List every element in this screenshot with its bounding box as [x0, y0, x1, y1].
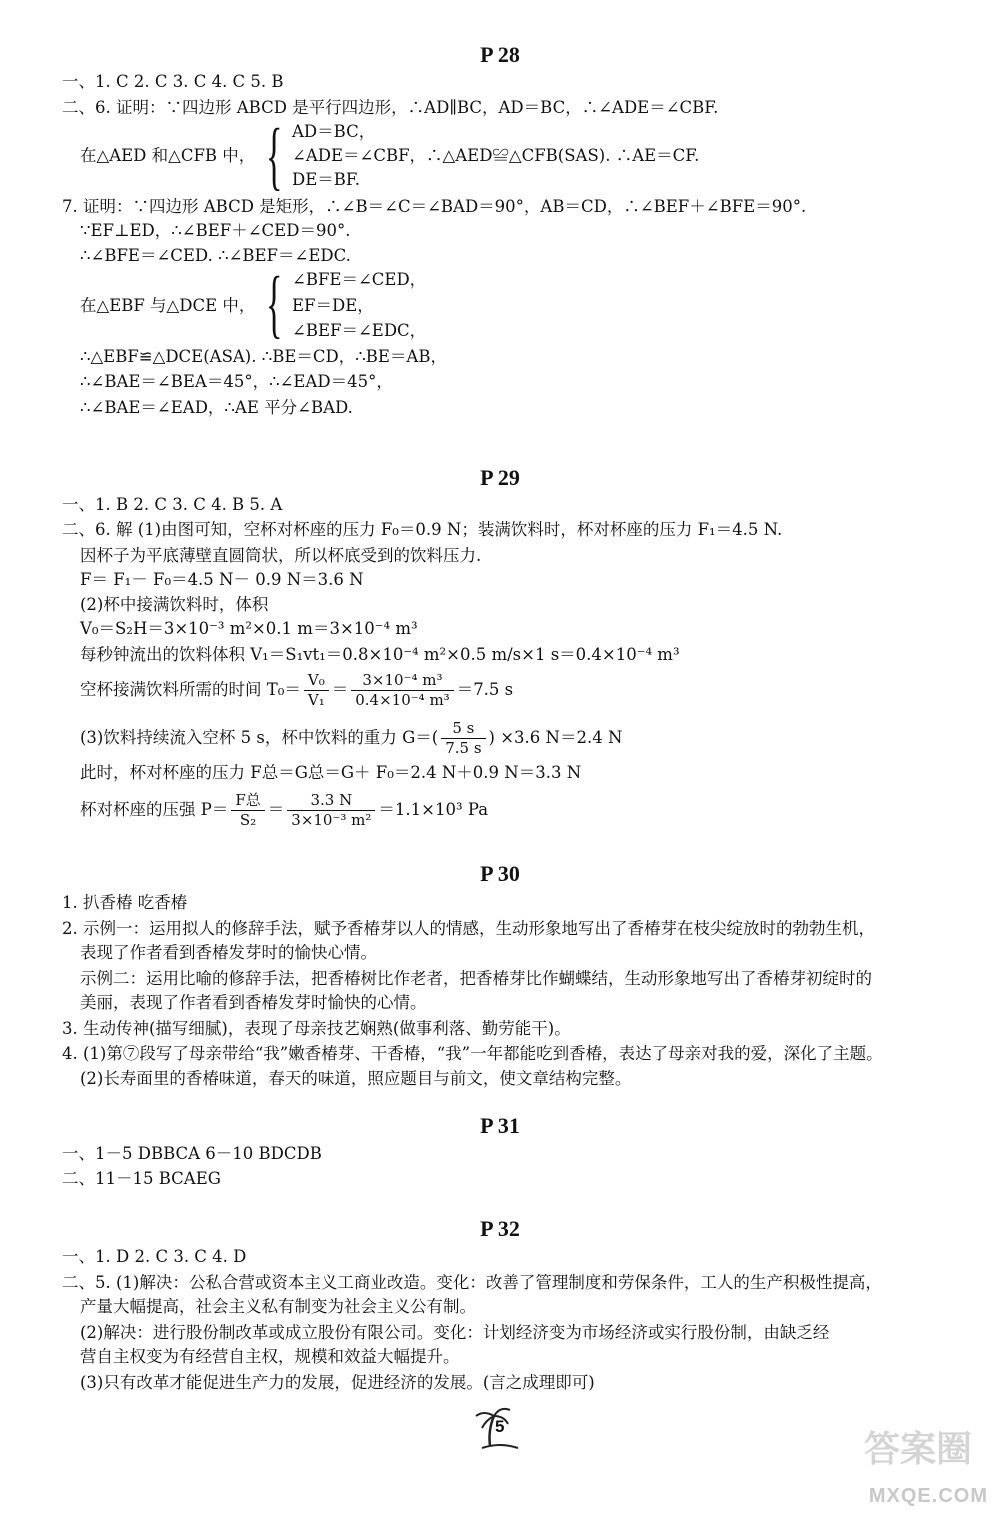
p29-q6-pressure-force: 此时，杯对杯座的压力 F总＝G总＝G＋ F₀＝2.4 N＋0.9 N＝3.3 N	[80, 763, 582, 782]
p29-choice-answers: 一、1. B 2. C 3. C 4. B 5. A	[62, 495, 283, 514]
p32-q5-line2: 产量大幅提高，社会主义私有制变为社会主义公有制。	[80, 1297, 476, 1316]
p29-q6-line5: V₀＝S₂H＝3×10⁻³ m²×0.1 m＝3×10⁻⁴ m³	[80, 619, 418, 638]
p28-q6-cond3: DE＝BF.	[292, 170, 361, 189]
p31-part2: 二、11－15 BCAEG	[62, 1169, 221, 1188]
denominator: 0.4×10⁻⁴ m³	[355, 691, 450, 709]
fraction	[441, 719, 485, 758]
watermark-url: MXQE.COM	[868, 1485, 988, 1507]
denominator: S₂	[239, 811, 257, 829]
p31-part1: 一、1－5 DBBCA 6－10 BDCDB	[62, 1144, 322, 1163]
p28-q6-cond1: AD＝BC，	[292, 122, 376, 141]
formula-prefix: 空杯接满饮料所需的时间 T₀＝	[80, 680, 301, 699]
p32-q5-line5: (3)只有改革才能促进生产力的发展，促进经济的发展。(言之成理即可)	[80, 1373, 595, 1392]
fraction	[351, 671, 453, 710]
p30-q4-part2: (2)长寿面里的香椿味道，春天的味道，照应题目与前文，使文章结构完整。	[80, 1069, 632, 1088]
p29-q6-time-formula	[80, 670, 513, 710]
p30-q3: 3. 生动传神(描写细腻)，表现了母亲技艺娴熟(做事利落、勤劳能干)。	[62, 1019, 571, 1038]
numerator: F总	[231, 791, 264, 811]
p29-q6-line4: (2)杯中接满饮料时，体积	[80, 595, 269, 614]
formula-result: ＝7.5 s	[456, 680, 514, 699]
p28-q7-cond1: ∠BFE＝∠CED，	[292, 270, 427, 289]
formula-prefix: 杯对杯座的压强 P＝	[80, 800, 229, 819]
p30-q2-line4: 美丽，表现了作者看到香椿发芽时愉快的心情。	[80, 993, 427, 1012]
p28-q7-cond2: EF＝DE，	[292, 296, 374, 315]
section-heading-p31: P 31	[480, 1113, 520, 1138]
numerator: 3.3 N	[287, 791, 375, 811]
section-heading-p28: P 28	[480, 42, 520, 67]
p29-q6-line1: 二、6. 解 (1)由图可知，空杯对杯座的压力 F₀＝0.9 N；装满饮料时，杯对杯座的压力 F₁＝4.5 N.	[62, 520, 783, 539]
fraction	[231, 791, 264, 830]
section-heading-p29: P 29	[480, 465, 520, 490]
p30-q4-part1: 4. (1)第⑦段写了母亲带给“我”嫩香椿芽、干香椿，“我”一年都能吃到香椿，表达了母亲对我的爱，深化了主题。	[62, 1044, 883, 1063]
p28-q7-intro: 在△EBF 与△DCE 中，	[80, 296, 256, 315]
p28-q7-cond3: ∠BEF＝∠EDC，	[292, 321, 427, 340]
p32-q5-line4: 营自主权变为有经营自主权，规模和效益大幅提升。	[80, 1347, 460, 1366]
p32-choice-answers: 一、1. D 2. C 3. C 4. D	[62, 1247, 247, 1266]
p28-q7-line3: ∴∠BFE＝∠CED. ∴∠BEF＝∠EDC.	[80, 246, 351, 265]
p28-q7-line6: ∴∠BAE＝∠EAD，∴AE 平分∠BAD.	[80, 398, 353, 417]
p30-q2-line1: 2. 示例一：运用拟人的修辞手法，赋予香椿芽以人的情感，生动形象地写出了香椿芽在枝尖绽放时的勃勃生机，	[62, 919, 875, 938]
equals: ＝	[267, 800, 285, 819]
equals: ＝	[331, 680, 349, 699]
denominator: V₁	[307, 691, 325, 709]
p30-q1: 1. 扒香椿 吃香椿	[62, 893, 188, 912]
p29-q6-line3: F＝ F₁－ F₀＝4.5 N－ 0.9 N＝3.6 N	[80, 570, 364, 589]
brace-left: {	[266, 262, 283, 346]
p30-q2-line3: 示例二：运用比喻的修辞手法，把香椿树比作老者，把香椿芽比作蝴蝶结，生动形象地写出了香椿芽初绽时的	[80, 969, 872, 988]
p29-q6-pressure-formula	[80, 790, 488, 830]
fraction	[287, 791, 375, 830]
p28-q6-line1: 二、6. 证明：∵四边形 ABCD 是平行四边形，∴AD∥BC，AD＝BC，∴∠ADE＝∠CBF.	[62, 98, 719, 117]
p29-q6-gravity-formula	[80, 718, 622, 758]
denominator: 3×10⁻³ m²	[291, 811, 372, 829]
p29-q6-line6: 每秒钟流出的饮料体积 V₁＝S₁vt₁＝0.8×10⁻⁴ m²×0.5 m/s×1 s＝0.4×10⁻⁴ m³	[80, 645, 680, 664]
numerator: 3×10⁻⁴ m³	[351, 671, 453, 691]
p28-q7-line2: ∵EF⊥ED，∴∠BEF＋∠CED＝90°.	[80, 221, 351, 240]
section-heading-p32: P 32	[480, 1216, 520, 1241]
p28-q7-line1: 7. 证明：∵四边形 ABCD 是矩形，∴∠B＝∠C＝∠BAD＝90°，AB＝CD，∴∠BEF＋∠BFE＝90°.	[62, 197, 807, 216]
p28-q6-cond2: ∠ADE＝∠CBF，∴△AED≌△CFB(SAS). ∴AE＝CF.	[292, 146, 700, 165]
p32-q5-line3: (2)解决：进行股份制改革或成立股份有限公司。变化：计划经济变为市场经济或实行股份制，由缺乏经	[80, 1323, 830, 1342]
p29-q6-line2: 因杯子为平底薄壁直圆筒状，所以杯底受到的饮料压力.	[80, 546, 482, 565]
p30-q2-line2: 表现了作者看到香椿发芽时的愉快心情。	[80, 943, 377, 962]
p28-q6-intro: 在△AED 和△CFB 中，	[80, 146, 256, 165]
fraction	[304, 671, 329, 710]
denominator: 7.5 s	[445, 739, 482, 757]
brace-left: {	[266, 114, 283, 198]
section-heading-p30: P 30	[480, 861, 520, 886]
numerator: V₀	[304, 671, 329, 691]
formula-result: ) ×3.6 N＝2.4 N	[488, 728, 623, 747]
watermark-logo: 答案圈	[863, 1429, 972, 1470]
formula-result: ＝1.1×10³ Pa	[378, 800, 489, 819]
numerator: 5 s	[441, 719, 485, 739]
p32-q5-line1: 二、5. (1)解决：公私合营或资本主义工商业改造。变化：改善了管理制度和劳保条件，工人的生产积极性提高，	[62, 1273, 882, 1292]
p28-q7-line5: ∴∠BAE＝∠BEA＝45°，∴∠EAD＝45°，	[80, 372, 393, 391]
p28-q7-line4: ∴△EBF≌△DCE(ASA). ∴BE＝CD，∴BE＝AB，	[80, 347, 447, 366]
page-number: 5	[495, 1417, 505, 1436]
formula-prefix: (3)饮料持续流入空杯 5 s，杯中饮料的重力 G＝(	[80, 728, 439, 747]
p28-choice-answers: 一、1. C 2. C 3. C 4. C 5. B	[62, 72, 284, 91]
